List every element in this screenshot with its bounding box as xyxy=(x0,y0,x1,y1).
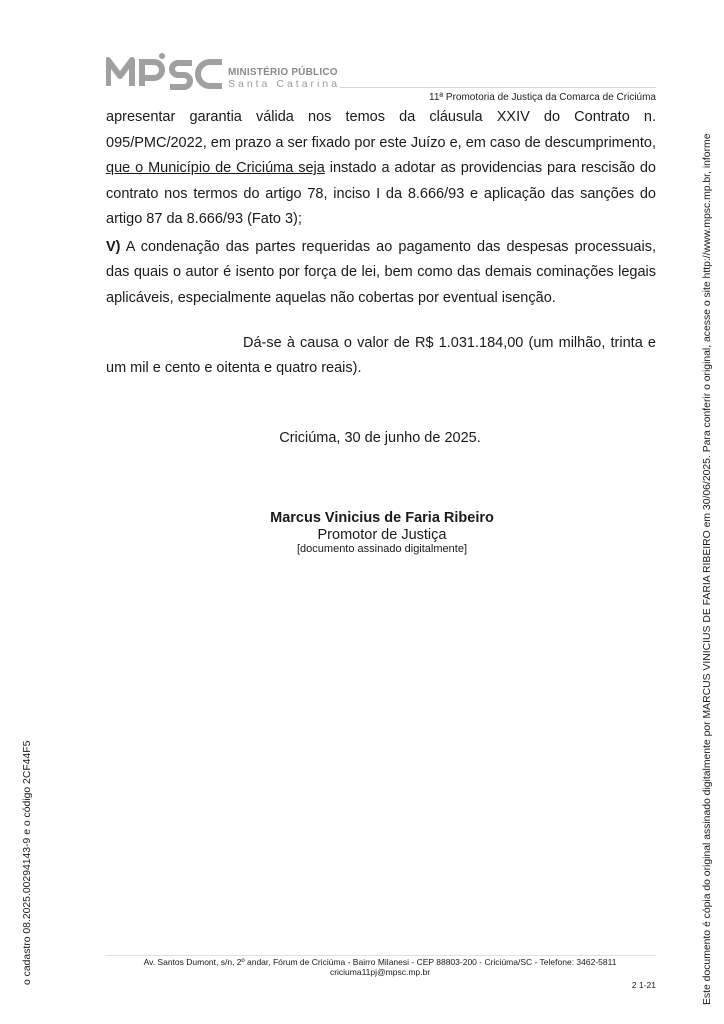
valor-da-causa: Dá-se à causa o valor de R$ 1.031.184,00 (um milhão, trinta e um mil e cento e oitenta e quatro reais). xyxy=(106,335,656,376)
logo-subtitle: Santa Catarina xyxy=(228,78,341,90)
page-number: 2 1-21 xyxy=(631,980,656,990)
signature-note: [documento assinado digitalmente] xyxy=(297,543,467,555)
logo-title: MINISTÉRIO PÚBLICO xyxy=(228,67,338,78)
paragraph-fato-3-text-a: apresentar garantia válida nos temos da cláusula XXIV do Contrato n. 095/PMC/2022, em prazo a ser fixado por este Juízo e, em caso de descumprimento, xyxy=(106,109,656,151)
signer-role: Promotor de Justiça xyxy=(317,527,447,543)
header-divider xyxy=(340,87,656,88)
header-unit: 11ª Promotoria de Justiça da Comarca de Criciúma xyxy=(429,92,656,103)
date-line: Criciúma, 30 de junho de 2025. xyxy=(279,430,481,446)
item-v-text: A condenação das partes requeridas ao pagamento das despesas processuais, das quais o autor é isento por força de lei, bem como das demais cominações legais aplicáveis, especialmente aquelas não cobertas por eventual isenção. xyxy=(106,238,656,306)
mpsc-logo xyxy=(106,50,346,90)
paragraph-fato-3-text-b: instado a adotar as providencias para rescisão do contrato nos termos do artigo 78, inciso I da 8.666/93 e aplicação das sanções do artigo 87 da 8.666/93 (Fato 3); xyxy=(106,160,656,227)
mpsc-logo-mark xyxy=(106,50,224,90)
paragraph-item-v xyxy=(106,235,656,312)
verification-code-notice: o cadastro 08.2025.00294143-9 e o código 2CF44F5 xyxy=(22,740,33,985)
document-body xyxy=(106,105,656,311)
paragraph-fato-3 xyxy=(106,105,656,233)
footer-divider xyxy=(106,955,656,956)
item-v-label: V) xyxy=(106,238,121,255)
footer-address: Av. Santos Dumont, s/n, 2º andar, Fórum de Criciúma - Bairro Milanesi - CEP 88803-200 - Criciúma/SC - Telefone: 3462-5811 xyxy=(143,957,617,967)
signer-name: Marcus Vinicius de Faria Ribeiro xyxy=(270,510,494,526)
digital-signature-notice: Este documento é cópia do original assinado digitalmente por MARCUS VINICIUS DE FARIA RIBEIRO em 30/06/2025. Para conferir o original, acesse o site http://www.mpsc.mp.br, informe xyxy=(702,133,713,1005)
footer-email: criciuma11pj@mpsc.mp.br xyxy=(329,967,431,977)
paragraph-fato-3-underlined: que o Município de Criciúma seja xyxy=(106,160,325,176)
